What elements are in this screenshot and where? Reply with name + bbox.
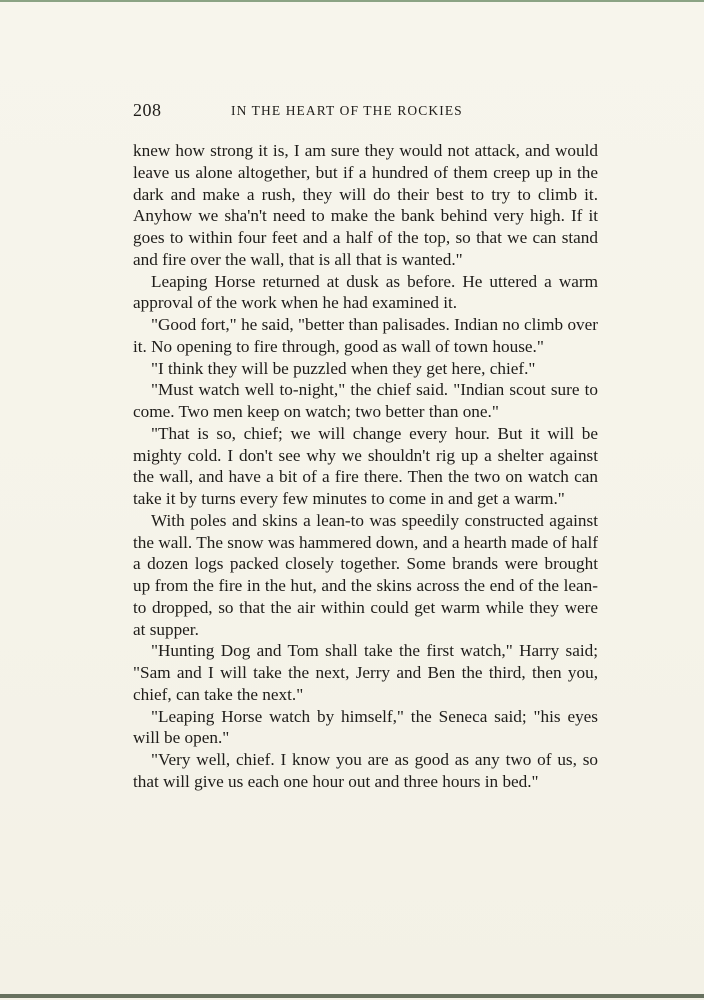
body-text <box>133 140 598 793</box>
top-edge-rule <box>0 0 704 2</box>
page-number: 208 <box>133 100 162 120</box>
paragraph-3: "Good fort," he said, "better than palisades. Indian no climb over it. No opening to fire through, good as wall of town house." <box>133 315 598 356</box>
paragraph-8: "Hunting Dog and Tom shall take the first watch," Harry said; "Sam and I will take the next, Jerry and Ben the third, then you, chief, can take the next." <box>133 641 598 704</box>
paragraph-4: "I think they will be puzzled when they get here, chief." <box>151 358 536 378</box>
running-title: IN THE HEART OF THE ROCKIES <box>231 103 463 118</box>
bottom-edge-rule <box>0 994 704 998</box>
paragraph-2: Leaping Horse returned at dusk as before. He uttered a warm approval of the work when he had examined it. <box>133 271 598 313</box>
paragraph-9: "Leaping Horse watch by himself," the Seneca said; "his eyes will be open." <box>133 706 598 748</box>
paragraph-1: knew how strong it is, I am sure they would not attack, and would leave us alone altogether, but if a hundred of them creep up in the dark and make a rush, they will do their best to try to climb it. Anyhow we sha'n't need to make the bank behind very high. If it goes to within four feet and a half of the top, so that we can stand and fire over the wall, that is all that is wanted." <box>133 141 598 269</box>
paragraph-7: With poles and skins a lean-to was speedily constructed against the wall. The snow was hammered down, and a hearth made of half a dozen logs packed closely together. Some brands were brought up from the fire in the hut, and the skins across the end of the lean-to dropped, so that the air within could get warm while they were at supper. <box>133 510 598 639</box>
paragraph-5: "Must watch well to-night," the chief said. "Indian scout sure to come. Two men keep on watch; two better than one." <box>133 380 598 421</box>
paragraph-10: "Very well, chief. I know you are as good as any two of us, so that will give us each one hour out and three hours in bed." <box>133 750 598 791</box>
running-head <box>133 100 598 126</box>
paragraph-6: "That is so, chief; we will change every hour. But it will be mighty cold. I don't see why we shouldn't rig up a shelter against the wall, and have a bit of a fire there. Then the two on watch can take it by turns every few minutes to come in and get a warm." <box>133 423 598 508</box>
